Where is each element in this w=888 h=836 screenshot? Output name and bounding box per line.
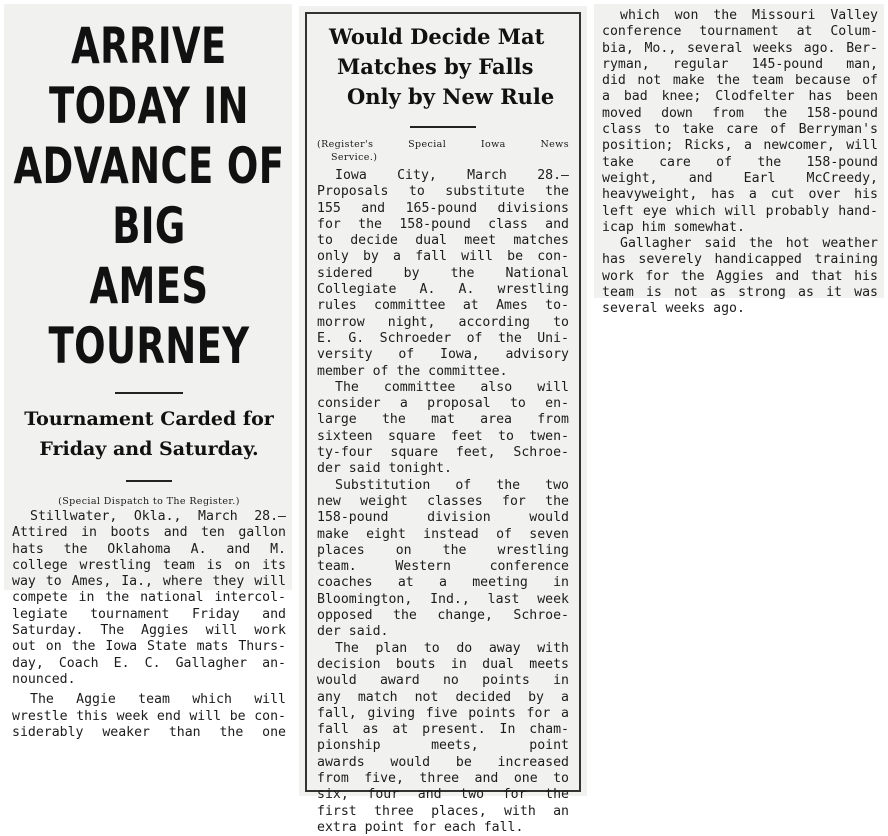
body-line: bia, Mo., several weeks ago. Ber- [602, 40, 878, 56]
article-body [317, 168, 569, 836]
body-line: The Aggie team which will [30, 692, 286, 708]
body-line: 158-pound division would [317, 510, 569, 526]
body-line: class to take care of Berryman's [602, 122, 878, 138]
article-headline [317, 22, 569, 112]
article-box [305, 12, 581, 835]
body-line: a bad knee; Clodfelter has been [602, 89, 878, 105]
body-line: fall as at present. In cham- [317, 722, 569, 738]
body-line: any match not decided by a [317, 689, 569, 705]
headline-line: AMES TOURNEY [48, 257, 250, 375]
body-line: Attired in boots and ten gallon [12, 525, 286, 541]
article-clipping-would-decide [299, 6, 587, 835]
dispatch-credit [317, 138, 569, 164]
article-clipping-continued [594, 4, 884, 317]
article-headline [12, 16, 286, 376]
body-line: opposed the change, Schroe- [317, 608, 569, 624]
body-line: first three places, with an [317, 803, 569, 819]
body-line: position; Ricks, a newcomer, will [602, 138, 878, 154]
article-body [12, 509, 286, 741]
body-line: Saturday. The Aggies will work [12, 623, 286, 639]
headline-line: ARRIVE TODAY IN [49, 17, 249, 135]
body-line: awards would be increased [317, 754, 569, 770]
divider-rule [115, 392, 183, 394]
article-body [602, 8, 878, 318]
body-line: team is not as strong as it was [602, 285, 878, 301]
body-line: would award no points in [317, 673, 569, 689]
body-line: The committee also will [335, 379, 569, 395]
body-line: rules committee at Ames to- [317, 298, 569, 314]
body-line: fall, giving five points for a [317, 705, 569, 721]
body-line: sixteen square feet to twen- [317, 428, 569, 444]
body-line: ryman, regular 145-pound man, [602, 56, 878, 72]
body-line: six, four and two for the [317, 787, 569, 803]
body-line: way to Ames, Ia., where they will [12, 574, 286, 590]
body-line: morrow night, according to [317, 314, 569, 330]
subhead-line: Tournament Carded for [24, 408, 274, 430]
divider-rule [126, 480, 172, 482]
body-line: siderably weaker than the one [12, 724, 286, 740]
article-clipping-arrive-today [4, 4, 292, 740]
body-line: icap him somewhat. [602, 219, 745, 235]
body-line: E. G. Schroeder of the Uni- [317, 330, 569, 346]
credit-line: (Register's Special Iowa News [317, 139, 569, 150]
body-line: nounced. [12, 671, 76, 687]
body-line: consider a proposal to en- [317, 396, 569, 412]
body-line: take care of the 158-pound [602, 154, 878, 170]
body-line: to decide dual meet matches [317, 233, 569, 249]
body-line: moved down from the 158-pound [602, 105, 878, 121]
body-line: Substitution of the two [335, 477, 569, 493]
article-subhead [12, 404, 286, 464]
body-line: Stillwater, Okla., March 28.— [30, 509, 286, 524]
body-line: ty-four square feet, Schroe- [317, 445, 569, 461]
subhead-line: Friday and Saturday. [39, 438, 259, 460]
body-line: Bloomington, Ind., last week [317, 591, 569, 607]
body-line: make eight instead of seven [317, 526, 569, 542]
body-line: Collegiate A. A. wrestling [317, 282, 569, 298]
body-line: member of the committee. [317, 363, 508, 379]
body-line: places on the wrestling [317, 542, 569, 558]
body-line: from five, three and one to [317, 770, 569, 786]
body-line: for the 158-pound class and [317, 216, 569, 232]
body-line: hats the Oklahoma A. and M. [12, 541, 286, 557]
body-line: 155 and 165-pound divisions [317, 200, 569, 216]
body-line: conference tournament at Colum- [602, 24, 878, 40]
body-line: Iowa City, March 28.— [335, 168, 569, 183]
headline-line: Matches by Falls [337, 54, 534, 79]
body-line: coaches at a meeting in [317, 575, 569, 591]
divider-rule [410, 126, 476, 128]
body-line: versity of Iowa, advisory [317, 347, 569, 363]
body-line: did not make the team because of [602, 73, 878, 89]
body-line: work for the Aggies and that his [602, 268, 878, 284]
headline-line: Would Decide Mat [329, 24, 545, 49]
body-line: new weight classes for the [317, 493, 569, 509]
body-line: several weeks ago. [602, 301, 745, 317]
body-line: The plan to do away with [335, 640, 569, 656]
dispatch-credit: (Special Dispatch to The Register.) [58, 496, 240, 507]
body-line: Gallagher said the hot weather [620, 236, 878, 252]
body-line: Proposals to substitute the [317, 184, 569, 200]
body-line: wrestle this week end will be con- [12, 708, 286, 724]
body-line: legiate tournament Friday and [12, 606, 286, 622]
credit-line: Service.) [331, 152, 378, 163]
body-line: team. Western conference [317, 559, 569, 575]
headline-line: Only by New Rule [347, 84, 555, 109]
body-line: has severely handicapped training [602, 252, 878, 268]
headline-line: ADVANCE OF BIG [13, 137, 285, 255]
body-line: der said. [317, 624, 389, 640]
body-line: heavyweight, has a cut over his [602, 187, 878, 203]
body-line: large the mat area from [317, 412, 569, 428]
body-line: left eye which will probably hand- [602, 203, 878, 219]
body-line: weight, and Earl McCreedy, [602, 170, 878, 186]
body-line: compete in the national intercol- [12, 590, 286, 606]
body-line: pionship meets, point [317, 738, 569, 754]
body-line: which won the Missouri Valley [620, 8, 878, 23]
body-line: only by a fall will be con- [317, 249, 569, 265]
body-line: decision bouts in dual meets [317, 656, 569, 672]
body-line: out on the Iowa State mats Thurs- [12, 639, 286, 655]
body-line: college wrestling team is on its [12, 557, 286, 573]
body-line: day, Coach E. C. Gallagher an- [12, 655, 286, 671]
body-line: extra point for each fall. [317, 819, 524, 835]
body-line: der said tonight. [317, 461, 452, 477]
body-line: sidered by the National [317, 265, 569, 281]
